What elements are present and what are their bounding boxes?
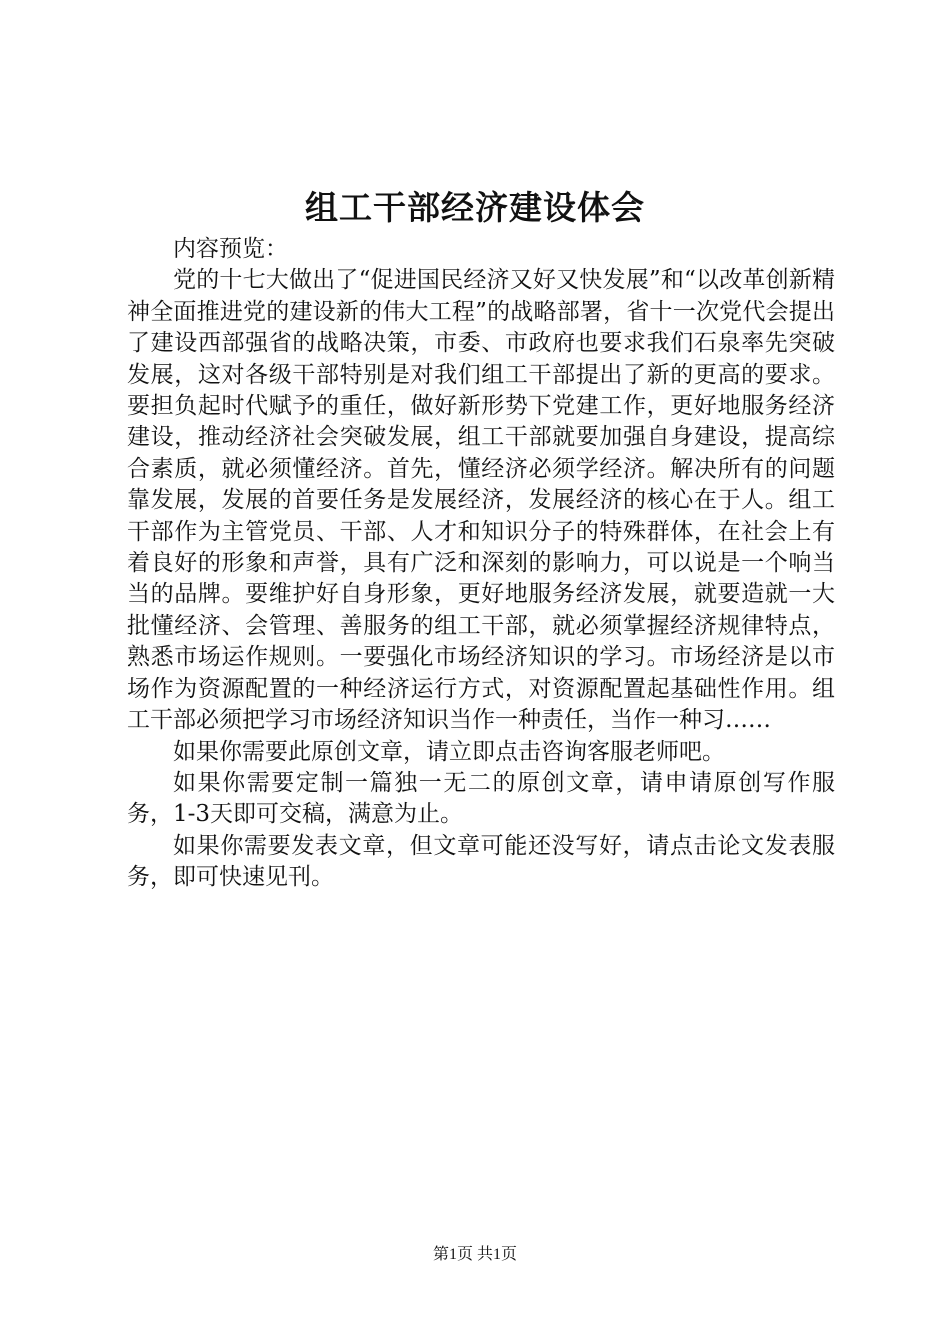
page-footer: 第1页 共1页 bbox=[432, 1246, 517, 1263]
document-title: 组工干部经济建设体会 bbox=[305, 188, 645, 227]
document-body bbox=[127, 234, 835, 894]
publish-note: 如果你需要发表文章，但文章可能还没写好，请点击论文发表服务，即可快速见刊。 bbox=[127, 832, 835, 891]
main-paragraph: 党的十七大做出了“促进国民经济又好又快发展”和“以改革创新精神全面推进党的建设新的伟大工程”的战略部署，省十一次党代会提出了建设西部强省的战略决策，市委、市政府也要求我们石泉率先突破发展，这对各级干部特别是对我们组工干部提出了新的更高的要求。要担负起时代赋予的重任，做好新形势下党建工作，更好地服务经济建设，推动经济社会突破发展，组工干部就要加强自身建设，提高综合素质，就必须懂经济。首先，懂经济必须学经济。解决所有的问题靠发展，发展的首要任务是发展经济，发展经济的核心在于人。组工干部作为主管党员、干部、人才和知识分子的特殊群体，在社会上有着良好的形象和声誉，具有广泛和深刻的影响力，可以说是一个响当当的品牌。要维护好自身形象，更好地服务经济发展，就要造就一大批懂经济、会管理、善服务的组工干部，就必须掌握经济规律特点，熟悉市场运作规则。一要强化市场经济知识的学习。市场经济是以市场作为资源配置的一种经济运行方式，对资源配置起基础性作用。组工干部必须把学习市场经济知识当作一种责任，当作一种习…… bbox=[127, 267, 835, 734]
consult-note: 如果你需要此原创文章，请立即点击咨询客服老师吧。 bbox=[173, 738, 725, 765]
custom-writing-note: 如果你需要定制一篇独一无二的原创文章，请申请原创写作服务，1-3天即可交稿，满意为止。 bbox=[127, 769, 835, 828]
preview-label: 内容预览： bbox=[173, 236, 288, 262]
